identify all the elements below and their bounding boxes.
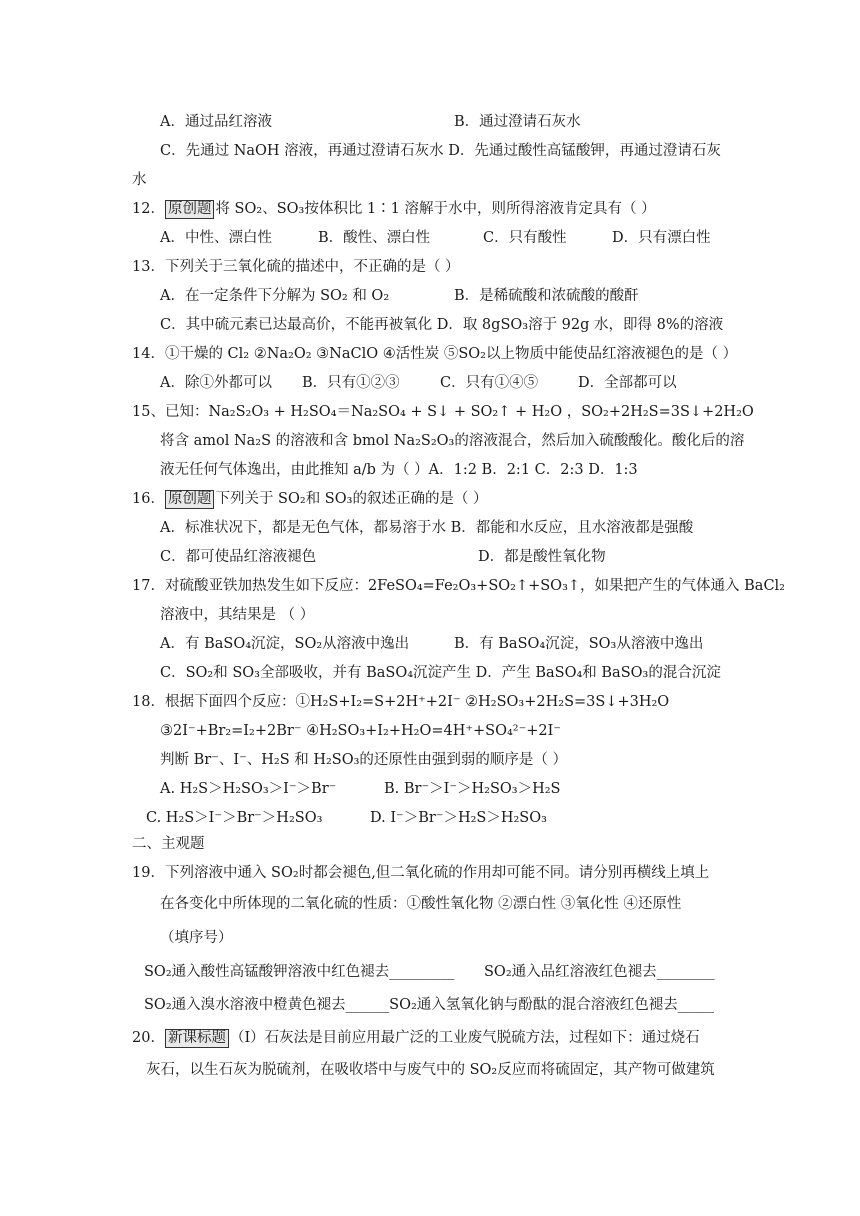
question-15-line-3: 液无任何气体逸出，由此推知 a/b 为（ ）A．1:2 B．2:1 C．2:3 D．1:3 <box>160 462 638 478</box>
question-16 <box>132 489 488 509</box>
question-17: 17．对硫酸亚铁加热发生如下反应：2FeSO₄=Fe₂O₃+SO₂↑+SO₃↑，如果把产生的气体通入 BaCl₂ <box>132 578 785 594</box>
question-19: 19．下列溶液中通入 SO₂时都会褪色,但二氧化硫的作用却可能不同。请分别再横线上填上 <box>132 865 710 881</box>
q11-option-cd: C．先通过 NaOH 溶液，再通过澄请石灰水 D．先通过酸性高锰酸钾，再通过澄请石灰 <box>160 143 721 159</box>
question-text: 将 SO₂、SO₃按体积比 1∶1 溶解于水中，则所得溶液肯定具有（ ） <box>215 201 656 217</box>
question-number: 12． <box>132 201 165 217</box>
q12-option-c: C．只有酸性 <box>483 230 567 246</box>
q17-option-cd: C．SO₂和 SO₃全部吸收，并有 BaSO₄沉淀产生 D．产生 BaSO₄和 BaSO₃的混合沉淀 <box>160 665 721 681</box>
question-text: （Ⅰ）石灰法是目前应用最广泛的工业废气脱硫方法，过程如下：通过烧石 <box>229 1030 700 1046</box>
q14-option-c: C．只有①④⑤ <box>440 375 539 391</box>
q18-option-a: A. H₂S＞H₂SO₃＞I⁻＞Br⁻ <box>160 781 337 797</box>
q11-option-b: B．通过澄请石灰水 <box>454 114 581 130</box>
q12-option-d: D．只有漂白性 <box>612 230 711 246</box>
section-heading: 二、主观题 <box>132 836 205 852</box>
question-19-line-3: （填序号） <box>160 930 233 946</box>
question-15: 15、已知：Na₂S₂O₃ + H₂SO₄＝Na₂SO₄ + S↓ + SO₂↑ + H₂O ，SO₂+2H₂S=3S↓+2H₂O <box>132 404 754 420</box>
q14-option-a: A．除①外都可以 <box>160 375 272 391</box>
q16-option-ab: A．标准状况下，都是无色气体，都易溶于水 B．都能和水反应，且水溶液都是强酸 <box>160 520 694 536</box>
new-curriculum-tag: 新课标题 <box>165 1029 229 1048</box>
q18-option-d: D. I⁻＞Br⁻＞H₂S＞H₂SO₃ <box>370 810 547 826</box>
q19-blank-1: SO₂通入酸性高锰酸钾溶液中红色褪去_________ <box>144 964 455 980</box>
q19-blanks-3-4: SO₂通入溴水溶液中橙黄色褪去______SO₂通入氢氧化钠与酚酞的混合溶液红色褪去_____ <box>144 997 715 1013</box>
q12-option-b: B．酸性、漂白性 <box>318 230 431 246</box>
question-15-line-2: 将含 amol Na₂S 的溶液和含 bmol Na₂S₂O₃的溶液混合，然后加入硫酸酸化。酸化后的溶 <box>160 433 745 449</box>
q13-option-a: A．在一定条件下分解为 SO₂ 和 O₂ <box>160 288 390 304</box>
question-number: 20． <box>132 1030 165 1046</box>
question-14: 14．①干燥的 Cl₂ ②Na₂O₂ ③NaClO ④活性炭 ⑤SO₂以上物质中能使品红溶液褪色的是（ ） <box>132 346 738 362</box>
q11-continuation: 水 <box>132 172 147 188</box>
q18-option-b: B. Br⁻＞I⁻＞H₂SO₃＞H₂S <box>384 781 561 797</box>
q14-option-b: B．只有①②③ <box>302 375 400 391</box>
q14-option-d: D．全部都可以 <box>578 375 677 391</box>
original-question-tag: 原创题 <box>165 490 215 509</box>
question-13: 13．下列关于三氧化硫的描述中，不正确的是（ ） <box>132 259 460 275</box>
q19-blank-2: SO₂通入品红溶液红色褪去________ <box>484 964 715 980</box>
question-18-line-3: 判断 Br⁻、I⁻、H₂S 和 H₂SO₃的还原性由强到弱的顺序是（ ） <box>160 752 568 768</box>
q16-option-d: D．都是酸性氧化物 <box>478 549 606 565</box>
question-17-line-2: 溶液中，其结果是 （ ） <box>160 607 315 623</box>
question-text: 下列关于 SO₂和 SO₃的叙述正确的是（ ） <box>215 491 488 507</box>
q13-option-cd: C．其中硫元素已达最高价，不能再被氧化 D．取 8gSO₃溶于 92g 水，即得 8%的溶液 <box>160 317 724 333</box>
q17-option-a: A．有 BaSO₄沉淀，SO₂从溶液中逸出 <box>160 636 410 652</box>
q13-option-b: B．是稀硫酸和浓硫酸的酸酐 <box>454 288 639 304</box>
question-12 <box>132 199 656 219</box>
question-18-line-2: ③2I⁻+Br₂=I₂+2Br⁻ ④H₂SO₃+I₂+H₂O=4H⁺+SO₄²⁻+2I⁻ <box>160 723 562 739</box>
question-number: 16． <box>132 491 165 507</box>
question-20 <box>132 1028 700 1048</box>
q11-option-a: A．通过品红溶液 <box>160 114 272 130</box>
original-question-tag: 原创题 <box>165 200 215 219</box>
q18-option-c: C. H₂S＞I⁻＞Br⁻＞H₂SO₃ <box>146 810 323 826</box>
q12-option-a: A．中性、漂白性 <box>160 230 272 246</box>
question-18: 18．根据下面四个反应：①H₂S+I₂=S+2H⁺+2I⁻ ②H₂SO₃+2H₂S=3S↓+3H₂O <box>132 694 670 710</box>
question-20-line-2: 灰石，以生石灰为脱硫剂，在吸收塔中与废气中的 SO₂反应而将硫固定，其产物可做建筑 <box>146 1062 715 1078</box>
question-19-line-2: 在各变化中所体现的二氧化硫的性质：①酸性氧化物 ②漂白性 ③氧化性 ④还原性 <box>160 896 682 912</box>
q16-option-c: C．都可使品红溶液褪色 <box>160 549 317 565</box>
q17-option-b: B．有 BaSO₄沉淀，SO₃从溶液中逸出 <box>454 636 704 652</box>
